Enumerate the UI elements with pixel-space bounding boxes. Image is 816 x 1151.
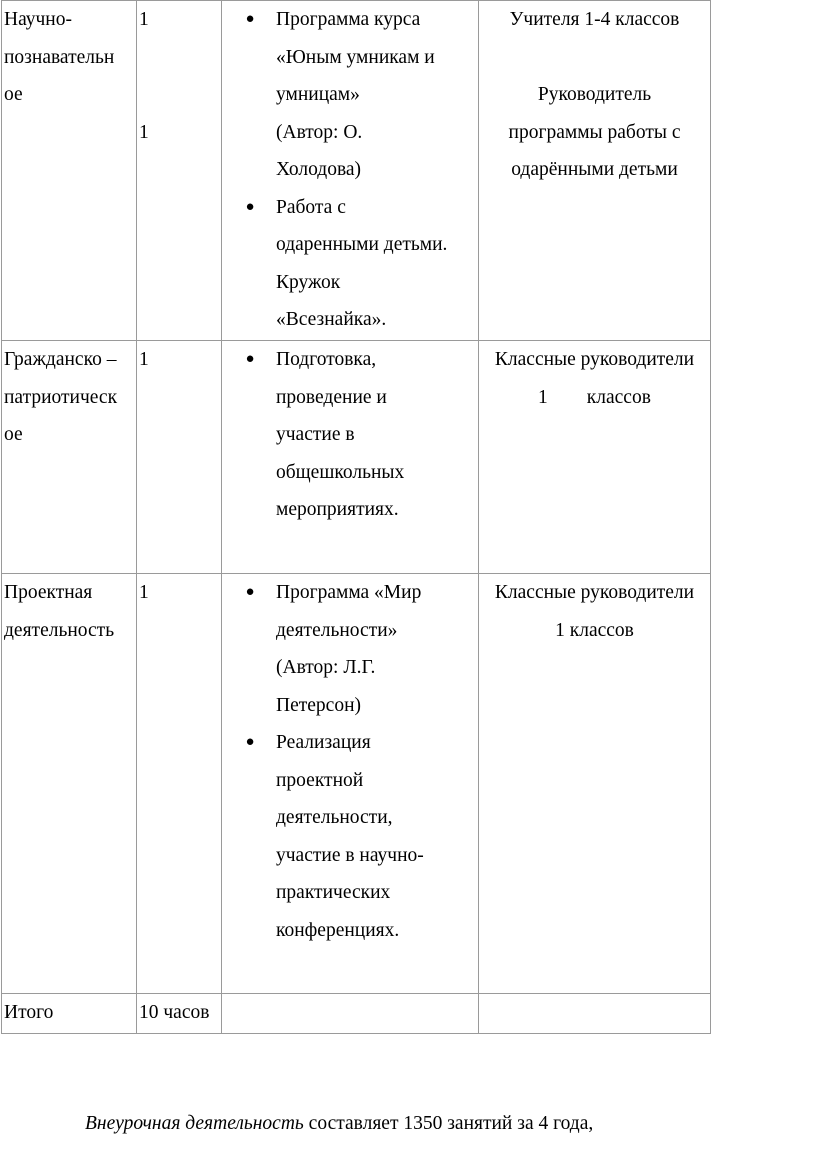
responsible-cell: Классные руководители 1 классов (479, 574, 711, 994)
program-cell (222, 341, 479, 574)
direction-cell: Проектная деятельность (2, 574, 137, 994)
direction-cell: Гражданско – патриотическ ое (2, 341, 137, 574)
responsible-cell: Классные руководители 1 классов (479, 341, 711, 574)
empty-cell (479, 994, 711, 1034)
list-item: ● Реализация проектной деятельности, участие в научно- практических конференциях. (222, 724, 478, 949)
footer-paragraph (85, 1108, 593, 1140)
bullet-icon: ● (245, 351, 255, 367)
hours-cell: 1 (137, 574, 222, 994)
program-cell (222, 1, 479, 341)
total-row (2, 994, 711, 1034)
total-hours: 10 часов (137, 994, 222, 1034)
total-label: Итого (2, 994, 137, 1034)
hours-cell: 1 1 (137, 1, 222, 341)
list-item: ● Подготовка, проведение и участие в общешкольных мероприятиях. (222, 341, 478, 529)
responsible-cell: Учителя 1-4 классов Руководитель программы работы с одарёнными детьми (479, 1, 711, 341)
bullet-icon: ● (245, 198, 255, 215)
table-row (2, 574, 711, 994)
hours-cell: 1 (137, 341, 222, 574)
bullet-icon: ● (245, 11, 255, 27)
table-row (2, 1, 711, 341)
empty-cell (222, 994, 479, 1034)
table-row (2, 341, 711, 574)
footer-italic: Внеурочная деятельность (85, 1113, 304, 1134)
activity-table (1, 0, 711, 1034)
direction-cell: Научно- познавательн ое (2, 1, 137, 341)
list-item: ● Работа с одаренными детьми. Кружок «Всезнайка». (222, 189, 478, 339)
list-item: ● Программа курса «Юным умникам и умницам» (Автор: О. Холодова) (222, 1, 478, 189)
footer-text: составляет 1350 занятий за 4 года, (303, 1113, 594, 1134)
program-cell (222, 574, 479, 994)
bullet-icon: ● (245, 584, 255, 600)
list-item: ● Программа «Мир деятельности» (Автор: Л.Г. Петерсон) (222, 574, 478, 724)
bullet-icon: ● (245, 734, 255, 750)
